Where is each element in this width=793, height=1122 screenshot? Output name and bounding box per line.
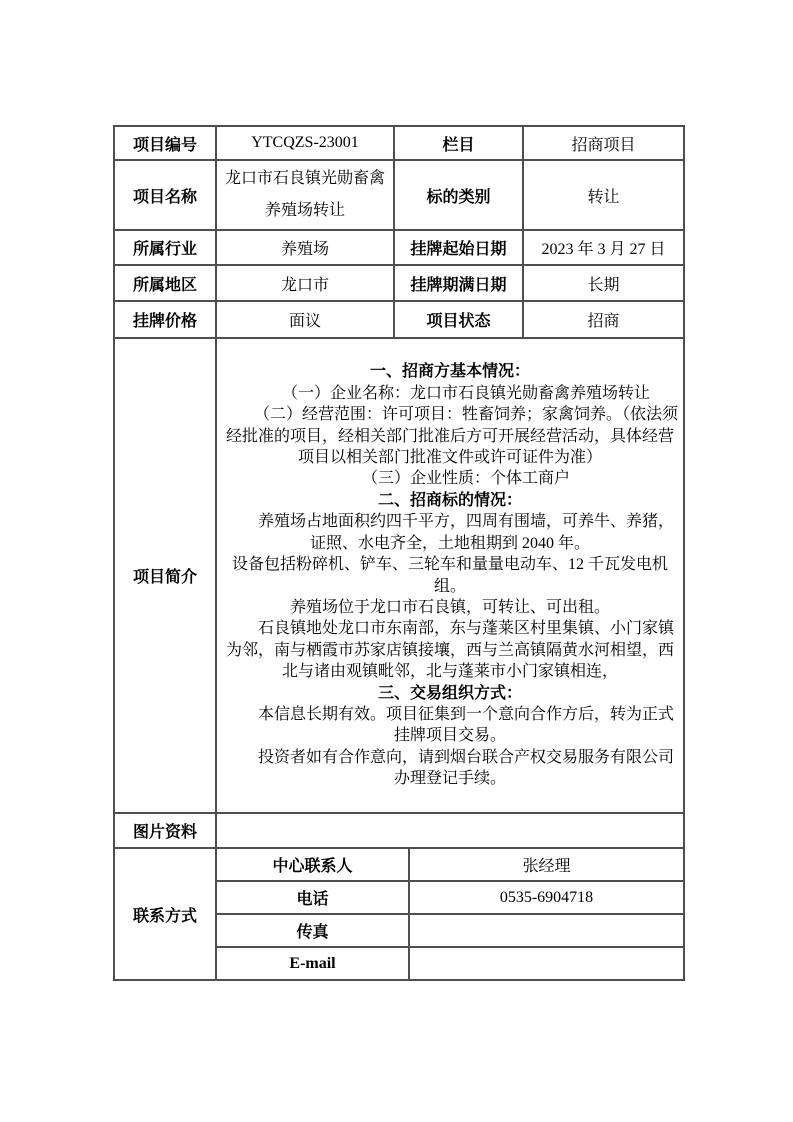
industry-value: 养殖场 bbox=[216, 230, 394, 265]
intro-paragraph: 养殖场占地面积约四千平方，四周有围墙，可养牛、养猪，证照、水电齐全，土地租期到 2040 年。 bbox=[258, 513, 675, 552]
project-name-value: 龙口市石良镇光勋畜禽养殖场转让 bbox=[216, 160, 394, 230]
intro-content bbox=[216, 338, 684, 813]
project-id-value: YTCQZS-23001 bbox=[216, 126, 394, 160]
status-value: 招商 bbox=[523, 301, 684, 338]
intro-paragraph: （一）企业名称：龙口市石良镇光勋畜禽养殖场转让 bbox=[282, 384, 651, 402]
column-label: 栏目 bbox=[394, 126, 523, 160]
intro-paragraph: （三）企业性质：个体工商户 bbox=[362, 470, 571, 488]
fax-value bbox=[409, 914, 684, 947]
intro-paragraph: 二、招商标的情况： bbox=[378, 491, 523, 509]
contact-label: 联系方式 bbox=[114, 848, 216, 980]
industry-label: 所属行业 bbox=[114, 230, 216, 265]
listing-end-value: 长期 bbox=[523, 265, 684, 301]
intro-paragraph: 设备包括粉碎机、铲车、三轮车和量量电动车、12 千瓦发电机组。 bbox=[232, 556, 669, 595]
images-content bbox=[216, 813, 684, 848]
intro-paragraph: 养殖场位于龙口市石良镇，可转让、可出租。 bbox=[290, 598, 611, 616]
project-info-sheet bbox=[113, 125, 683, 981]
column-value: 招商项目 bbox=[523, 126, 684, 160]
listing-end-label: 挂牌期满日期 bbox=[394, 265, 523, 301]
phone-label: 电话 bbox=[216, 881, 409, 914]
table-row bbox=[114, 230, 684, 265]
table-row bbox=[114, 265, 684, 301]
project-info-table bbox=[113, 125, 685, 981]
region-label: 所属地区 bbox=[114, 265, 216, 301]
status-label: 项目状态 bbox=[394, 301, 523, 338]
listing-start-value: 2023 年 3 月 27 日 bbox=[523, 230, 684, 265]
target-type-label: 标的类别 bbox=[394, 160, 523, 230]
intro-paragraph: （二）经营范围：许可项目：牲畜饲养；家禽饲养。（依法须经批准的项目，经相关部门批准后方可开展经营活动，具体经营项目以相关部门批准文件或许可证件为准） bbox=[226, 406, 679, 467]
intro-paragraph: 一、招商方基本情况： bbox=[370, 363, 531, 381]
project-name-label: 项目名称 bbox=[114, 160, 216, 230]
intro-label: 项目简介 bbox=[114, 338, 216, 813]
table-row bbox=[114, 338, 684, 813]
project-id-label: 项目编号 bbox=[114, 126, 216, 160]
region-value: 龙口市 bbox=[216, 265, 394, 301]
intro-paragraph: 本信息长期有效。项目征集到一个意向合作方后，转为正式挂牌项目交易。 bbox=[258, 705, 675, 745]
email-label: E-mail bbox=[216, 947, 409, 980]
fax-label: 传真 bbox=[216, 914, 409, 947]
table-row bbox=[114, 126, 684, 160]
target-type-value: 转让 bbox=[523, 160, 684, 230]
listing-start-label: 挂牌起始日期 bbox=[394, 230, 523, 265]
intro-paragraph: 三、交易组织方式： bbox=[378, 684, 523, 702]
price-value: 面议 bbox=[216, 301, 394, 338]
contact-person-value: 张经理 bbox=[409, 848, 684, 881]
table-row bbox=[114, 301, 684, 338]
price-label: 挂牌价格 bbox=[114, 301, 216, 338]
contact-person-label: 中心联系人 bbox=[216, 848, 409, 881]
email-value bbox=[409, 947, 684, 980]
intro-paragraph: 投资者如有合作意向，请到烟台联合产权交易服务有限公司办理登记手续。 bbox=[258, 748, 675, 788]
table-row bbox=[114, 848, 684, 881]
table-row bbox=[114, 813, 684, 848]
phone-value: 0535-6904718 bbox=[409, 881, 684, 914]
images-label: 图片资料 bbox=[114, 813, 216, 848]
intro-paragraph: 石良镇地处龙口市东南部，东与蓬莱区村里集镇、小门家镇为邻，南与栖霞市苏家店镇接壤，西与兰高镇隔黄水河相望，西北与诸由观镇毗邻，北与蓬莱市小门家镇相连， bbox=[226, 620, 675, 681]
table-row bbox=[114, 160, 684, 230]
